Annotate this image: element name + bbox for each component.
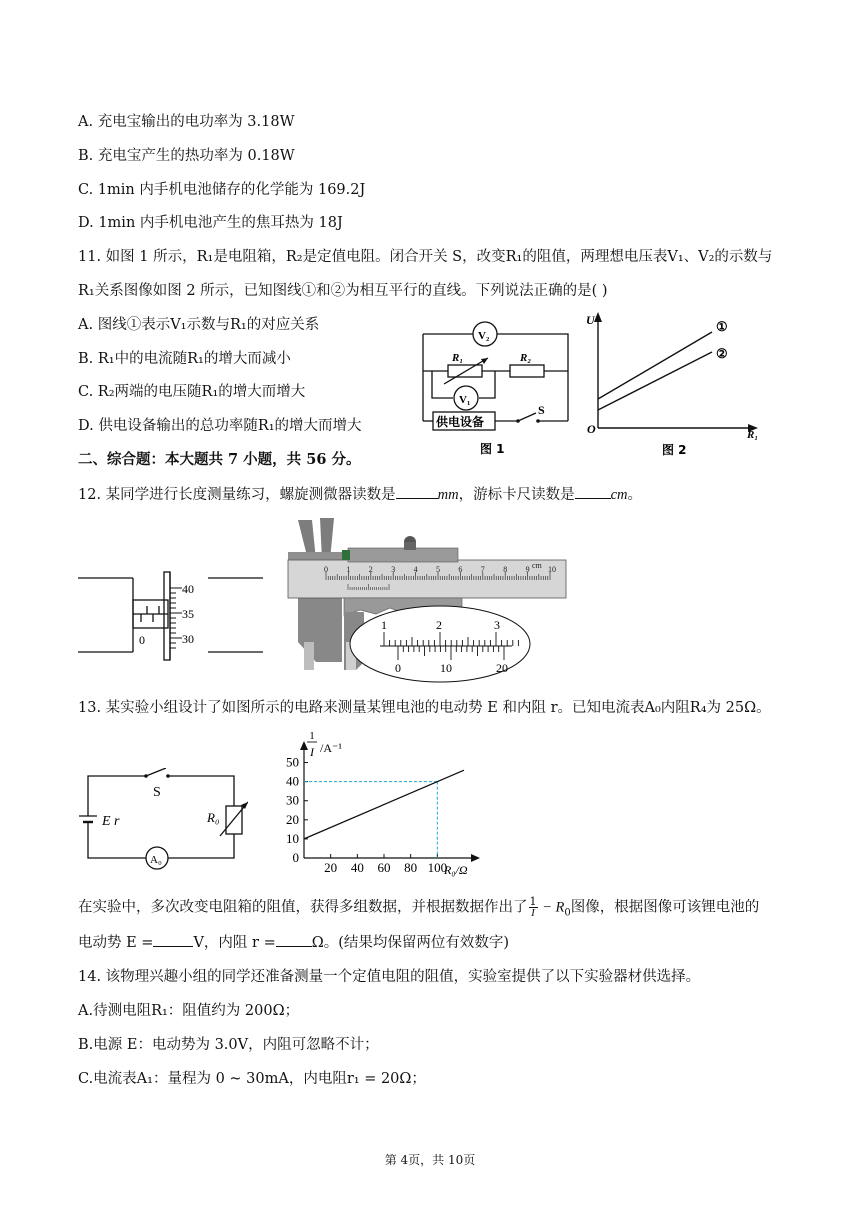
caliper-main-label: 0 <box>324 565 328 574</box>
q14-item-c: C.电流表A₁：量程为 0 ~ 30mA，内电阻r₁ = 20Ω； <box>78 1071 426 1087</box>
y-tick-label: 20 <box>286 811 299 827</box>
q13-stem: 13. 某实验小组设计了如图所示的电路来测量某锂电池的电动势 E 和内阻 r。已知电流表A₀内阻R₄为 25Ω。 <box>78 700 771 716</box>
caliper-main-label: 5 <box>436 565 440 574</box>
q11-option-d: D. 供电设备输出的总功率随R₁的增大而增大 <box>78 418 362 434</box>
caliper-main-label: 8 <box>503 565 508 574</box>
micrometer-tick-0: 0 <box>139 633 145 647</box>
q10-option-b: B. 充电宝产生的热功率为 0.18W <box>78 148 295 164</box>
q10-option-d: D. 1min 内手机电池产生的焦耳热为 18J <box>78 215 343 231</box>
caliper-main-label: 4 <box>413 565 418 574</box>
q11-option-b: B. R₁中的电流随R₁的增大而减小 <box>78 351 291 367</box>
origin-label: O <box>587 422 596 436</box>
zoom-main-2: 2 <box>436 618 442 632</box>
q13-chart <box>276 728 486 878</box>
section2-heading: 二、综合题：本大题共 7 小题，共 56 分。 <box>78 451 361 468</box>
x-tick-label: 80 <box>404 860 418 875</box>
micrometer-tick-35: 35 <box>182 607 194 621</box>
line2-label: ② <box>716 346 728 361</box>
x-axis-label: R₀/Ω <box>444 863 468 877</box>
q12-stem: 12. 某同学进行长度测量练习，螺旋测微器读数是 mm，游标卡尺读数是 cm。 <box>78 484 642 505</box>
zoom-vernier-10: 10 <box>440 661 452 675</box>
x-axis-arrow <box>471 854 480 862</box>
caliper-unit-cm: cm <box>532 561 542 570</box>
micrometer-figure <box>78 568 263 668</box>
q10-option-c: C. 1min 内手机电池储存的化学能为 169.2J <box>78 182 366 198</box>
v2-label: V₂ <box>478 330 490 342</box>
y-tick-label: 30 <box>286 792 299 808</box>
x-tick-label: 100 <box>427 860 448 875</box>
q13-after-text: 在实验中，多次改变电阻箱的阻值，获得多组数据，并根据数据作出了 $\frac{1}{I}$ − $R_0$图像，根据图像可该锂电池的 <box>78 895 760 919</box>
page-footer: 第 4页，共 10页 <box>384 1153 476 1167</box>
r1-label: R₁ <box>452 352 464 364</box>
svg-text:1: 1 <box>309 730 315 742</box>
caliper-main-label: 1 <box>346 565 351 574</box>
caliper-main-label: 3 <box>391 565 396 574</box>
x-tick-label: 40 <box>350 860 364 875</box>
q14-stem: 14. 该物理兴趣小组的同学还准备测量一个定值电阻的阻值，实验室提供了以下实验器材供选择。 <box>78 969 701 985</box>
q10-option-a: A. 充电宝输出的电功率为 3.18W <box>78 114 295 130</box>
zoom-vernier-0: 0 <box>395 661 401 675</box>
figure1-caption: 图 1 <box>480 442 505 456</box>
ammeter-label: A₀ <box>150 854 162 866</box>
caliper-main-label: 7 <box>480 565 485 574</box>
r2-label: R₂ <box>520 352 532 364</box>
zoom-vernier-20: 20 <box>496 661 508 675</box>
q14-item-a: A.待测电阻R₁：阻值约为 200Ω； <box>78 1003 300 1019</box>
vernier-caliper-figure <box>280 512 580 684</box>
q11-option-c: C. R₂两端的电压随R₁的增大而增大 <box>78 384 306 400</box>
switch-label: S <box>538 403 545 417</box>
x-tick-label: 20 <box>324 860 338 875</box>
supply-label: 供电设备 <box>436 415 485 429</box>
r1-axis-label: R₁ <box>747 429 759 441</box>
caliper-main-label: 10 <box>548 565 556 574</box>
y-tick-label: 0 <box>292 850 299 865</box>
q13-circuit <box>78 768 248 878</box>
caliper-main-label: 2 <box>368 565 373 574</box>
caliper-main-label: 9 <box>525 565 530 574</box>
y-axis-arrow <box>300 741 308 750</box>
svg-text:/A⁻¹: /A⁻¹ <box>320 741 342 755</box>
q11-figure2-graph <box>584 308 770 461</box>
y-tick-label: 40 <box>286 773 299 789</box>
zoom-main-1: 1 <box>381 618 387 632</box>
svg-text:I: I <box>310 745 314 759</box>
y-axis-title <box>307 730 342 759</box>
q11-stem-line2: R₁关系图像如图 2 所示，已知图线①和②为相互平行的直线。下列说法正确的是( ) <box>78 283 608 299</box>
micrometer-tick-30: 30 <box>182 632 194 646</box>
zoom-main-3: 3 <box>494 618 500 632</box>
q13-answer-line: 电动势 E = V，内阻 r = Ω。(结果均保留两位有效数字) <box>78 932 509 953</box>
q11-stem-line1: 11. 如图 1 所示，R₁是电阻箱，R₂是定值电阻。闭合开关 S，改变R₁的阻值，两理想电压表V₁、V₂的示数与 <box>78 249 773 265</box>
micrometer-tick-40: 40 <box>182 582 194 596</box>
series-line <box>304 770 464 839</box>
x-tick-label: 60 <box>377 860 391 875</box>
rheostat-label: R₀ <box>207 810 220 825</box>
v1-label: V₁ <box>459 394 471 406</box>
q13-switch-label: S <box>153 785 161 800</box>
figure2-caption: 图 2 <box>662 443 687 457</box>
y-tick-label: 50 <box>286 754 299 770</box>
q11-option-a: A. 图线①表示V₁示数与R₁的对应关系 <box>78 317 320 333</box>
q11-figure1-circuit <box>418 316 578 461</box>
q14-item-b: B.电源 E：电动势为 3.0V，内阻可忽略不计； <box>78 1037 379 1053</box>
caliper-main-label: 6 <box>458 565 463 574</box>
line1-label: ① <box>716 319 728 334</box>
u-axis-label: U <box>586 313 595 327</box>
y-tick-label: 10 <box>286 830 299 846</box>
source-label: E r <box>102 814 120 829</box>
